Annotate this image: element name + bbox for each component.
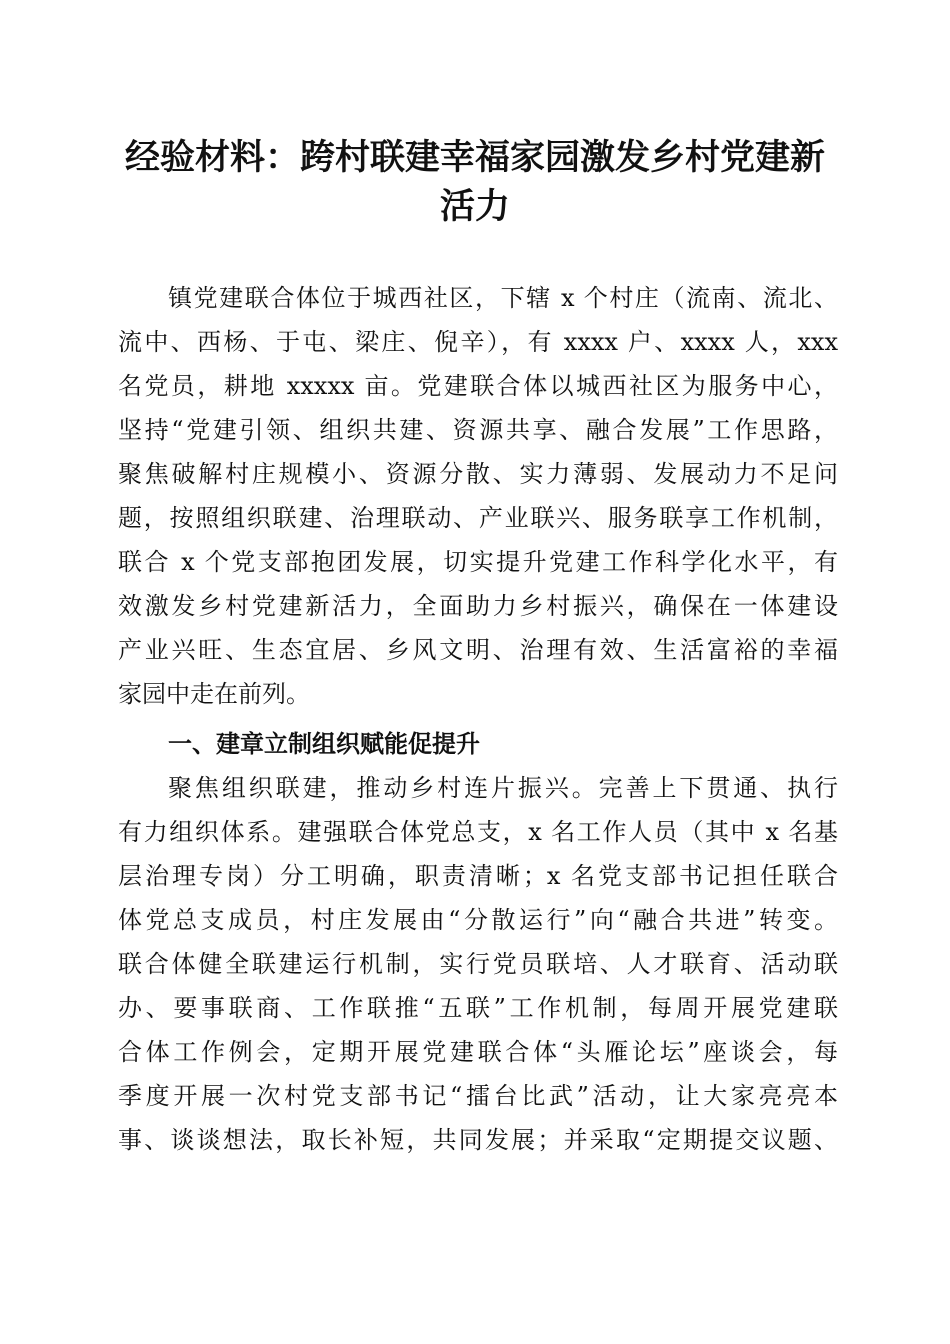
paragraph-1-line: 联合 x 个党支部抱团发展，切实提升党建工作科学化水平，有 bbox=[118, 548, 838, 576]
paragraph-1-line: 名党员，耕地 xxxxx 亩。党建联合体以城西社区为服务中心， bbox=[118, 372, 838, 400]
paragraph-1-line: 产业兴旺、生态宜居、乡风文明、治理有效、生活富裕的幸福 bbox=[118, 636, 838, 664]
paragraph-1-line: 流中、西杨、于屯、梁庄、倪辛），有 xxxx 户、xxxx 人，xxx bbox=[118, 328, 838, 356]
paragraph-1-line: 效激发乡村党建新活力，全面助力乡村振兴，确保在一体建设 bbox=[118, 592, 838, 620]
document-title-line-1: 经验材料：跨村联建幸福家园激发乡村党建新 bbox=[124, 138, 825, 178]
paragraph-2-line: 合体工作例会，定期开展党建联合体“头雁论坛”座谈会，每 bbox=[118, 1038, 838, 1066]
paragraph-2-line: 层治理专岗）分工明确，职责清晰；x 名党支部书记担任联合 bbox=[118, 862, 838, 890]
paragraph-2-line: 体党总支成员，村庄发展由“分散运行”向“融合共进”转变。 bbox=[118, 906, 838, 934]
paragraph-2-line: 季度开展一次村党支部书记“擂台比武”活动，让大家亮亮本 bbox=[118, 1082, 838, 1110]
paragraph-2-line: 事、谈谈想法，取长补短，共同发展；并采取“定期提交议题、 bbox=[118, 1126, 838, 1154]
paragraph-1-line: 聚焦破解村庄规模小、资源分散、实力薄弱、发展动力不足问 bbox=[118, 460, 838, 488]
paragraph-2-line: 联合体健全联建运行机制，实行党员联培、人才联育、活动联 bbox=[118, 950, 838, 978]
paragraph-2-line: 有力组织体系。建强联合体党总支，x 名工作人员（其中 x 名基 bbox=[118, 818, 838, 846]
paragraph-2-line: 办、要事联商、工作联推“五联”工作机制，每周开展党建联 bbox=[118, 994, 838, 1022]
paragraph-1-line: 坚持“党建引领、组织共建、资源共享、融合发展”工作思路， bbox=[118, 416, 838, 444]
paragraph-2-line: 聚焦组织联建，推动乡村连片振兴。完善上下贯通、执行 bbox=[168, 774, 838, 802]
section-1-heading: 一、建章立制组织赋能促提升 bbox=[168, 730, 480, 758]
paragraph-1-line: 题，按照组织联建、治理联动、产业联兴、服务联享工作机制， bbox=[118, 504, 838, 532]
paragraph-1-line: 家园中走在前列。 bbox=[118, 680, 310, 708]
document-title-line-2: 活力 bbox=[439, 187, 510, 227]
paragraph-1-line: 镇党建联合体位于城西社区，下辖 x 个村庄（流南、流北、 bbox=[168, 284, 838, 312]
